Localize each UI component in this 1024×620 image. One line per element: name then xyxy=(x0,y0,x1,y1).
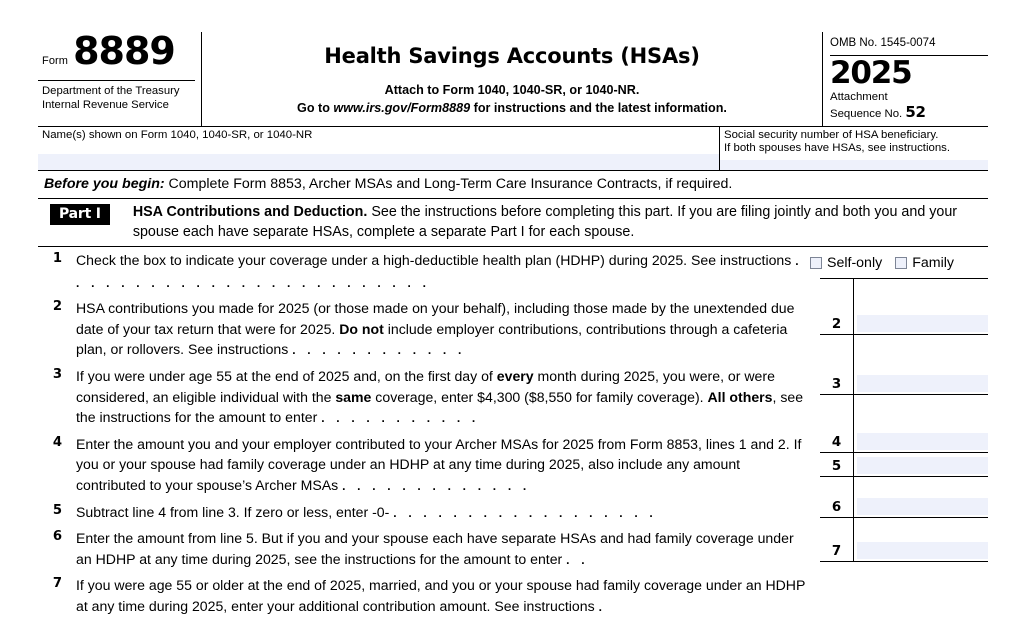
name-caption: Name(s) shown on Form 1040, 1040-SR, or 1040-NR xyxy=(42,129,313,141)
attachment-sequence xyxy=(830,102,988,122)
form-line-2 xyxy=(38,295,810,363)
line-text-segment: If you were under age 55 at the end of 2025 and, on the first day of xyxy=(76,367,497,384)
line-text-segment: Check the box to indicate your coverage under a high-deductible health plan (HDHP) during 2025. See instructions xyxy=(76,252,796,268)
amount-cell xyxy=(854,453,988,476)
part-1-header xyxy=(38,199,988,247)
leader-dots: . . . . . . . . . . . . . . . . . . xyxy=(393,505,657,520)
form-line-5 xyxy=(38,499,810,526)
omb-number: OMB No. 1545-0074 xyxy=(830,32,988,56)
line-text-segment: All others xyxy=(707,388,773,405)
line-items-column xyxy=(38,247,810,620)
amount-cell xyxy=(854,279,988,334)
agency-line-2: Internal Revenue Service xyxy=(42,98,169,111)
goto-prefix: Go to xyxy=(297,101,334,115)
tax-year-short: 25 xyxy=(870,55,912,91)
part-1-badge: Part I xyxy=(50,204,110,225)
form-label: Form xyxy=(42,55,69,67)
line-text-segment: Do not xyxy=(339,320,384,337)
amount-cell xyxy=(854,335,988,394)
form-header xyxy=(38,29,988,126)
line-number: 6 xyxy=(52,529,62,545)
attach-instruction: Attach to Form 1040, 1040-SR, or 1040-NR. xyxy=(384,83,640,97)
amount-row-5 xyxy=(820,453,988,477)
amount-row-6 xyxy=(820,477,988,518)
amount-row-number xyxy=(820,279,854,334)
leader-dots: . . . . . . . . . . . . . . . . . . . . . . . . . xyxy=(76,254,803,290)
line-text xyxy=(76,295,810,363)
omb-block xyxy=(822,32,988,126)
before-you-begin-label: Before you begin: xyxy=(44,176,165,192)
self-only-option[interactable] xyxy=(810,255,882,271)
line-text xyxy=(76,572,810,619)
leader-dots: . xyxy=(598,599,607,614)
form-line-4 xyxy=(38,431,810,499)
line-number: 2 xyxy=(52,299,62,315)
line-number: 7 xyxy=(52,576,62,592)
amount-input-line-3[interactable] xyxy=(857,375,988,392)
line-number: 1 xyxy=(52,251,62,266)
line-text-segment: every xyxy=(496,367,534,384)
goto-suffix: for instructions and the latest information. xyxy=(470,101,727,115)
part-1-description xyxy=(133,203,988,242)
amount-row-number xyxy=(820,395,854,452)
form-line-1 xyxy=(38,247,810,295)
line-text xyxy=(76,525,810,572)
line-text-segment: Enter the amount you and your employer contributed to your Archer MSAs for 2025 from Form 8853, lines 1 and 2. If you or your spouse had family coverage under an HDHP at any time during 2025, also include any amount contributed to your spouse’s Archer MSAs xyxy=(76,435,802,493)
amount-row-number xyxy=(820,518,854,561)
line-number: 3 xyxy=(52,366,62,382)
leader-dots: . . xyxy=(566,552,589,567)
page-title: Health Savings Accounts (HSAs) xyxy=(324,44,700,68)
agency-line-1: Department of the Treasury xyxy=(42,85,180,97)
amount-row-7 xyxy=(820,518,988,562)
amount-row-3 xyxy=(820,335,988,395)
amount-row-number-text: 5 xyxy=(831,459,842,474)
line-text-segment: same xyxy=(335,388,372,405)
form-title-block xyxy=(202,32,822,126)
sequence-number: 52 xyxy=(905,102,926,121)
before-you-begin-text: Complete Form 8853, Archer MSAs and Long-Term Care Insurance Contracts, if required. xyxy=(164,176,733,192)
amount-input-line-2[interactable] xyxy=(857,315,988,332)
amount-row-number-text: 4 xyxy=(831,435,842,450)
before-you-begin xyxy=(38,171,988,199)
ssn-cell xyxy=(720,127,988,170)
form-sheet xyxy=(38,29,988,620)
name-input[interactable] xyxy=(38,154,719,170)
identity-row xyxy=(38,126,988,171)
line-text-segment: month during 2025, you were, or were considered, an eligible individual with the xyxy=(76,367,775,405)
form-identity-block xyxy=(38,29,202,126)
tax-year-century: 20 xyxy=(830,55,871,91)
line-text xyxy=(76,431,810,499)
ssn-caption-line-2: If both spouses have HSAs, see instructions. xyxy=(724,142,951,155)
line-text-segment: Enter the amount from line 5. But if you and your spouse each have separate HSAs and had family coverage under an HDHP at any time during 2025, see the instructions for the amount to enter xyxy=(76,530,794,567)
line-text xyxy=(76,499,810,526)
part-1-text: See the instructions before completing this part. If you are filing jointly and both you and your spouse each have separate HSAs, complete a separate Part I for each spouse. xyxy=(132,204,958,240)
amount-grid xyxy=(820,278,988,562)
line-text-segment: include employer contributions, contributions through a cafeteria plan, or rollovers. See instructions xyxy=(76,320,788,358)
coverage-checkbox-row xyxy=(810,255,988,271)
amount-cell xyxy=(854,395,988,452)
amount-row-number xyxy=(820,335,854,394)
header-left-divider xyxy=(38,80,195,81)
ssn-input[interactable] xyxy=(720,160,988,170)
amount-input-line-6[interactable] xyxy=(857,498,988,515)
line-text-segment: HSA contributions you made for 2025 (or those made on your behalf), including those made by the unextended due date of your tax return that were for 2025. xyxy=(76,300,795,337)
family-option[interactable] xyxy=(895,255,954,271)
name-cell xyxy=(38,127,720,170)
amount-input-line-7[interactable] xyxy=(857,542,988,559)
leader-dots: . . . . . . . . . . . . xyxy=(292,343,466,358)
line-number: 5 xyxy=(52,502,62,518)
self-only-label: Self-only xyxy=(827,255,883,271)
goto-instruction xyxy=(210,100,814,116)
form-line-7 xyxy=(38,572,810,619)
ssn-caption-line-1: Social security number of HSA beneficiary. xyxy=(724,129,939,141)
line-text-segment: , see the instructions for the amount to enter xyxy=(76,388,804,426)
amount-row-number xyxy=(820,477,854,517)
family-label: Family xyxy=(912,255,954,271)
amount-row-number-text: 3 xyxy=(831,377,842,392)
part-1-title: HSA Contributions and Deduction. xyxy=(132,204,368,220)
amounts-column xyxy=(810,247,988,620)
amount-row-number-text: 7 xyxy=(831,544,842,559)
form-line-3 xyxy=(38,363,810,431)
amount-input-line-4[interactable] xyxy=(857,433,988,450)
line-text-segment: Subtract line 4 from line 3. If zero or less, enter -0- xyxy=(76,503,394,520)
amount-row-number-text: 6 xyxy=(831,500,842,515)
amount-cell xyxy=(854,518,988,561)
form-number-row xyxy=(38,29,195,80)
line-number: 4 xyxy=(52,434,62,450)
tax-year xyxy=(830,56,988,90)
amount-input-line-5[interactable] xyxy=(857,457,988,474)
leader-dots: . . . . . . . . . . . . . xyxy=(342,478,531,493)
family-checkbox[interactable] xyxy=(895,257,907,269)
sequence-label: Sequence No. xyxy=(830,107,903,120)
amount-row-number-text: 2 xyxy=(831,317,842,332)
line-text xyxy=(76,247,810,295)
amount-row-number xyxy=(820,453,854,476)
amount-cell xyxy=(854,477,988,517)
line-text xyxy=(76,363,810,431)
form-line-6 xyxy=(38,525,810,572)
irs-url: www.irs.gov/Form8889 xyxy=(333,101,471,115)
amount-row-4 xyxy=(820,395,988,453)
line-text-segment: coverage, enter $4,300 ($8,550 for family coverage). xyxy=(371,388,708,405)
amount-row-2 xyxy=(820,279,988,335)
form-lines-area xyxy=(38,247,988,620)
self-only-checkbox[interactable] xyxy=(810,257,822,269)
line-text-segment: If you were age 55 or older at the end of 2025, married, and you or your spouse had family coverage under an HDHP at any time during 2025, enter your additional contribution amount. See instructions xyxy=(76,577,806,614)
attachment-label: Attachment xyxy=(830,91,888,103)
form-number: 8889 xyxy=(73,29,175,73)
leader-dots: . . . . . . . . . . . xyxy=(321,411,480,426)
